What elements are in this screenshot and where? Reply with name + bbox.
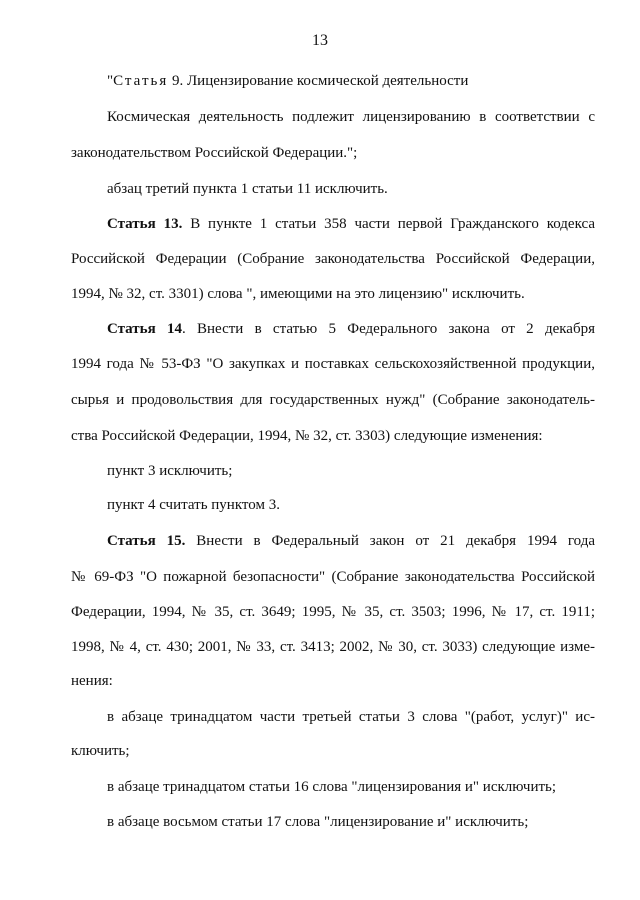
article-15-line-2: № 69-ФЗ "О пожарной безопасности" (Собрание законодательства Российской	[71, 569, 595, 585]
abzac-paragraph: абзац третий пункта 1 статьи 11 исключить.	[107, 181, 388, 197]
article-13-line-1-text: В пункте 1 статьи 358 части первой Гражданского кодекса	[182, 216, 595, 232]
article-15-line-1-text: Внести в Федеральный закон от 21 декабря 1994 года	[185, 533, 596, 549]
article-9-body-line-1: Космическая деятельность подлежит лицензированию в соответствии с	[107, 109, 595, 125]
article-15-item-3: в абзаце восьмом статьи 17 слова "лицензирование и" исключить;	[107, 814, 529, 830]
article-15-line-1	[107, 532, 595, 550]
article-9-body-line-2: законодательством Российской Федерации.";	[71, 145, 358, 161]
article-9-title: 9. Лицензирование космической деятельности	[168, 73, 469, 89]
article-13-line-3: 1994, № 32, ст. 3301) слова ", имеющими на это лицензию" исключить.	[71, 286, 525, 302]
article-13-line-2: Российской Федерации (Собрание законодательства Российской Федерации,	[71, 251, 595, 267]
article-9-quote: "	[107, 73, 114, 89]
article-13-label: Статья 13.	[107, 216, 183, 232]
article-14-line-2: 1994 года № 53-ФЗ "О закупках и поставках сельскохозяйственной продукции,	[71, 356, 595, 372]
article-9-word: Статья	[113, 73, 169, 89]
article-14-line-3: сырья и продовольствия для государственных нужд" (Собрание законодатель-	[71, 392, 595, 408]
article-15-line-5: нения:	[71, 673, 113, 689]
article-15-line-4: 1998, № 4, ст. 430; 2001, № 33, ст. 3413; 2002, № 30, ст. 3033) следующие изме-	[71, 639, 595, 655]
article-15-item-2: в абзаце тринадцатом статьи 16 слова "лицензирования и" исключить;	[107, 779, 557, 795]
article-14-line-4: ства Российской Федерации, 1994, № 32, ст. 3303) следующие изменения:	[71, 428, 543, 444]
article-14-item-1: пункт 3 исключить;	[107, 463, 233, 479]
article-14-line-1	[107, 320, 595, 338]
article-15-line-3: Федерации, 1994, № 35, ст. 3649; 1995, № 35, ст. 3503; 1996, № 17, ст. 1911;	[71, 604, 595, 620]
article-14-line-1-text: . Внести в статью 5 Федерального закона от 2 декабря	[181, 321, 595, 337]
article-15-label: Статья 15.	[107, 533, 186, 549]
article-13-line-1	[107, 215, 595, 233]
article-9-heading	[107, 72, 468, 90]
article-14-label: Статья 14	[107, 321, 182, 337]
article-14-item-2: пункт 4 считать пунктом 3.	[107, 497, 280, 513]
article-15-item-1-line-1: в абзаце тринадцатом части третьей статьи 3 слова "(работ, услуг)" ис-	[107, 709, 595, 725]
article-15-item-1-line-2: ключить;	[71, 743, 130, 759]
page-number: 13	[312, 32, 328, 49]
